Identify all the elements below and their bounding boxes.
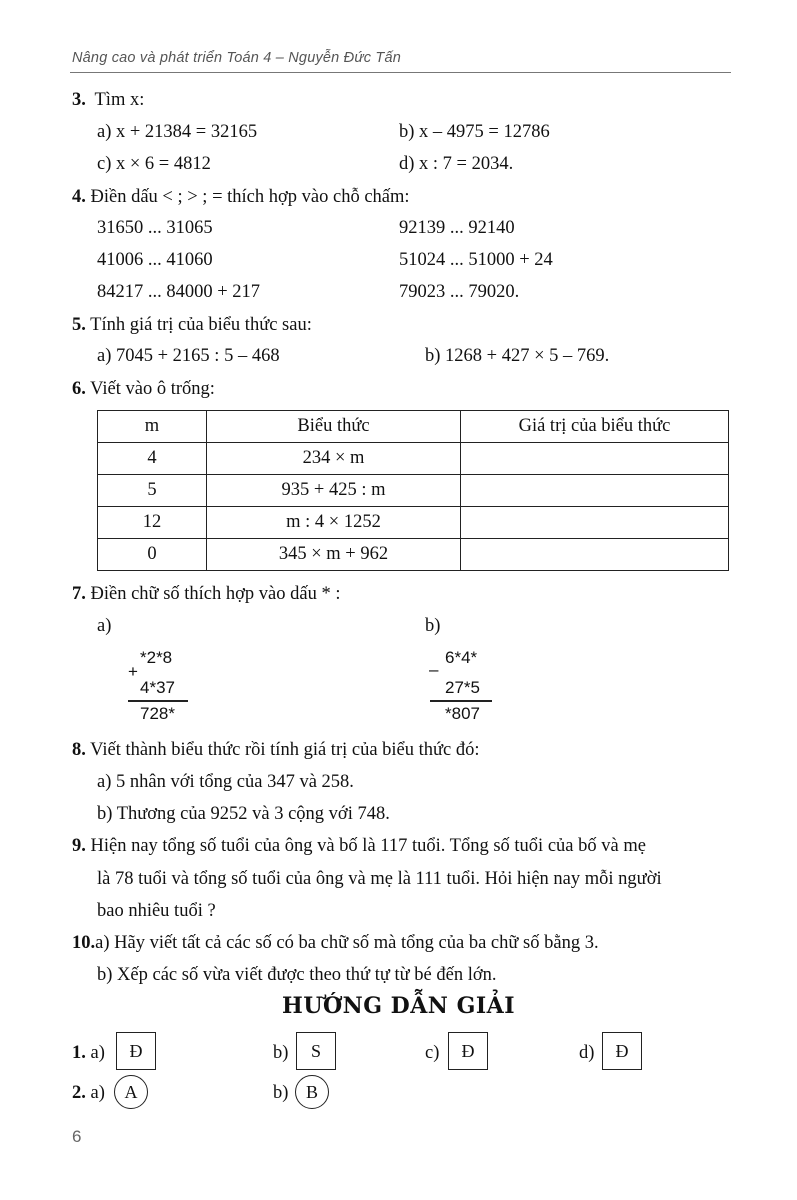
exercise-3d: d) x : 7 = 2034. (399, 154, 514, 174)
exercise-5a: a) 7045 + 2165 : 5 – 468 (97, 346, 280, 366)
header-divider (70, 72, 731, 73)
subtrahend: 27*5 (445, 678, 480, 697)
exercise-8a: a) 5 nhân với tổng của 347 và 258. (97, 772, 354, 792)
cell-value[interactable] (461, 443, 729, 475)
table-row (98, 475, 729, 507)
exercise-title: Tính giá trị của biểu thức sau: (90, 315, 312, 335)
comparison-item: 41006 ... 41060 (97, 250, 213, 270)
exercise-3c: c) x × 6 = 4812 (97, 154, 211, 174)
addend-bottom: 4*37 (140, 678, 175, 697)
exercise-text: Hiện nay tổng số tuổi của ông và bố là 117 tuổi. Tổng số tuổi của bố và mẹ (90, 836, 646, 856)
answer-box: Đ (602, 1032, 642, 1070)
exercise-text: a) Hãy viết tất cả các số có ba chữ số mà tổng của ba chữ số bằng 3. (95, 933, 599, 953)
exercise-9-line-1 (72, 836, 646, 857)
exercise-number: 4. (72, 187, 86, 207)
column-header-value: Giá trị của biểu thức (461, 411, 729, 443)
column-header-expression: Biểu thức (207, 411, 461, 443)
difference-line (430, 700, 492, 702)
sum-line (128, 700, 188, 702)
choice-label: c) (425, 1043, 440, 1063)
exercise-title: Viết vào ô trống: (90, 379, 215, 399)
exercise-4-heading (72, 187, 410, 208)
exercise-3b: b) x – 4975 = 12786 (399, 122, 550, 142)
running-header: Nâng cao và phát triển Toán 4 – Nguyễn Đức Tấn (72, 50, 401, 66)
exercise-number: 8. (72, 740, 86, 760)
expression-table (97, 410, 729, 571)
addend-top: *2*8 (140, 648, 173, 667)
minuend: 6*4* (445, 648, 478, 667)
exercise-title: Tìm x: (94, 90, 145, 110)
cell-expression: m : 4 × 1252 (207, 507, 461, 539)
choice-label: b) (273, 1083, 289, 1103)
answer-box: S (296, 1032, 336, 1070)
comparison-item: 92139 ... 92140 (399, 218, 515, 238)
exercise-number: 6. (72, 379, 86, 399)
exercise-number: 5. (72, 315, 86, 335)
exercise-number: 7. (72, 584, 86, 604)
cell-m: 0 (98, 539, 207, 571)
cell-value[interactable] (461, 507, 729, 539)
cell-expression: 935 + 425 : m (207, 475, 461, 507)
exercise-7b-label: b) (425, 616, 441, 636)
page-number: 6 (72, 1127, 82, 1146)
exercise-9-line-3: bao nhiêu tuổi ? (97, 901, 216, 921)
comparison-item: 31650 ... 31065 (97, 218, 213, 238)
solutions-title: HƯỚNG DẪN GIẢI (281, 993, 516, 1019)
exercise-6-heading (72, 379, 215, 400)
exercise-7a-label: a) (97, 616, 112, 636)
exercise-3-heading (72, 90, 144, 111)
solution-number: 2. (72, 1083, 86, 1103)
solution-1-label (72, 1043, 105, 1064)
exercise-number: 3. (72, 90, 86, 110)
choice-label: a) (90, 1083, 105, 1103)
exercise-8-heading (72, 740, 480, 761)
choice-label: b) (273, 1043, 289, 1063)
cell-m: 5 (98, 475, 207, 507)
exercise-8b: b) Thương của 9252 và 3 cộng với 748. (97, 804, 390, 824)
plus-sign: + (128, 662, 138, 681)
comparison-item: 84217 ... 84000 + 217 (97, 282, 261, 302)
cell-expression: 234 × m (207, 443, 461, 475)
table-row (98, 539, 729, 571)
subtraction-puzzle (428, 645, 508, 725)
answer-circle: B (295, 1075, 329, 1109)
exercise-9-line-2: là 78 tuổi và tổng số tuổi của ông và mẹ là 111 tuổi. Hỏi hiện nay mỗi người (97, 869, 662, 889)
table-row (98, 443, 729, 475)
exercise-number: 10. (72, 933, 96, 953)
answer-box: Đ (116, 1032, 156, 1070)
exercise-7-heading (72, 584, 341, 605)
cell-value[interactable] (461, 539, 729, 571)
comparison-item: 51024 ... 51000 + 24 (399, 250, 553, 270)
difference-result: *807 (445, 704, 480, 723)
exercise-title: Điền chữ số thích hợp vào dấu * : (90, 584, 341, 604)
exercise-title: Viết thành biểu thức rồi tính giá trị của biểu thức đó: (90, 740, 480, 760)
table-row (98, 507, 729, 539)
addition-puzzle (120, 645, 200, 725)
exercise-10a (72, 933, 599, 954)
answer-circle: A (114, 1075, 148, 1109)
choice-label: d) (579, 1043, 595, 1063)
exercise-10b: b) Xếp các số vừa viết được theo thứ tự từ bé đến lớn. (97, 965, 497, 985)
sum-result: 728* (140, 704, 175, 723)
table-header-row (98, 411, 729, 443)
exercise-number: 9. (72, 836, 86, 856)
answer-box: Đ (448, 1032, 488, 1070)
cell-m: 4 (98, 443, 207, 475)
exercise-title: Điền dấu < ; > ; = thích hợp vào chỗ chấm: (90, 187, 410, 207)
cell-value[interactable] (461, 475, 729, 507)
comparison-item: 79023 ... 79020. (399, 282, 520, 302)
minus-sign: – (429, 660, 439, 679)
solution-2-label (72, 1083, 105, 1104)
choice-label: a) (90, 1043, 105, 1063)
cell-m: 12 (98, 507, 207, 539)
exercise-5b: b) 1268 + 427 × 5 – 769. (425, 346, 610, 366)
solution-number: 1. (72, 1043, 86, 1063)
column-header-m: m (98, 411, 207, 443)
exercise-3a: a) x + 21384 = 32165 (97, 122, 258, 142)
exercise-5-heading (72, 315, 312, 336)
cell-expression: 345 × m + 962 (207, 539, 461, 571)
